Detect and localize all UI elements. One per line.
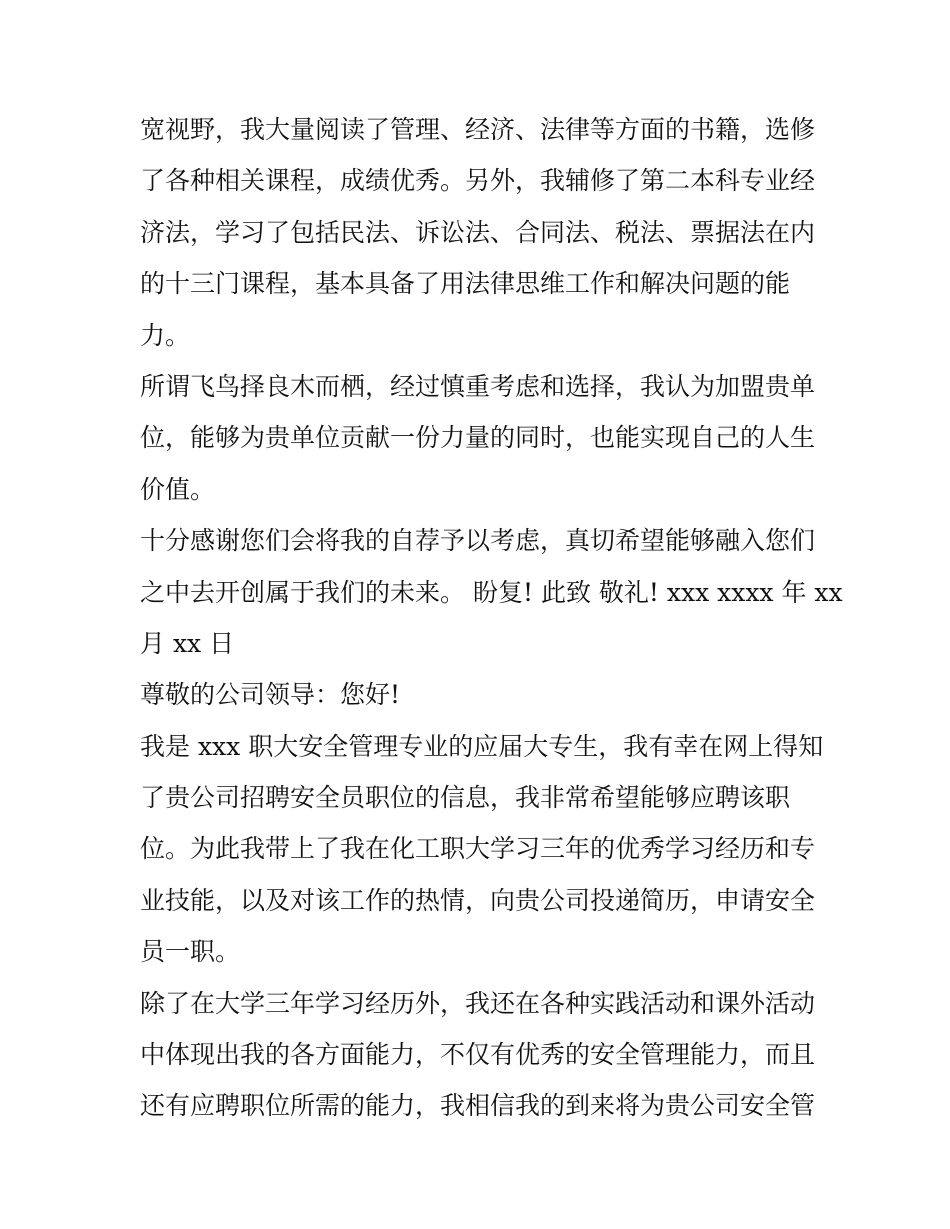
text-line: 业技能，以及对该工作的热情，向贵公司投递简历，申请安全: [140, 885, 816, 915]
text-line: 位。为此我带上了我在化工职大学习三年的优秀学习经历和专: [140, 834, 816, 864]
text-line: 所谓飞鸟择良木而栖，经过慎重考虑和选择，我认为加盟贵单: [140, 371, 816, 401]
text-line: 之中去开创属于我们的未来。 盼复! 此致 敬礼! xxx xxxx 年 xx: [140, 577, 843, 607]
text-line: 十分感谢您们会将我的自荐予以考虑，真切希望能够融入您们: [140, 526, 816, 556]
body-text: [140, 104, 843, 1132]
text-line: 了各种相关课程，成绩优秀。另外，我辅修了第二本科专业经: [140, 166, 816, 196]
text-line: 济法，学习了包括民法、诉讼法、合同法、税法、票据法在内: [140, 217, 816, 247]
text-line: 宽视野，我大量阅读了管理、经济、法律等方面的书籍，选修: [140, 115, 816, 144]
text-line: 力。: [140, 320, 191, 350]
text-line: 了贵公司招聘安全员职位的信息，我非常希望能够应聘该职: [140, 783, 791, 813]
text-line: 中体现出我的各方面能力，不仅有优秀的安全管理能力，而且: [140, 1040, 816, 1070]
salutation-line: 尊敬的公司领导：您好!: [140, 680, 401, 710]
text-line: 我是 xxx 职大安全管理专业的应届大专生，我有幸在网上得知: [140, 731, 824, 761]
text-line: 价值。: [140, 474, 216, 504]
text-line: 月 xx 日: [140, 628, 235, 658]
text-line: 的十三门课程，基本具备了用法律思维工作和解决问题的能: [140, 269, 791, 299]
text-line: 位，能够为贵单位贡献一份力量的同时，也能实现自己的人生: [140, 423, 816, 453]
text-line: 员一职。: [140, 937, 241, 967]
text-line: 还有应聘职位所需的能力，我相信我的到来将为贵公司安全管: [140, 1091, 816, 1121]
text-line: 除了在大学三年学习经历外，我还在各种实践活动和课外活动: [140, 988, 816, 1018]
